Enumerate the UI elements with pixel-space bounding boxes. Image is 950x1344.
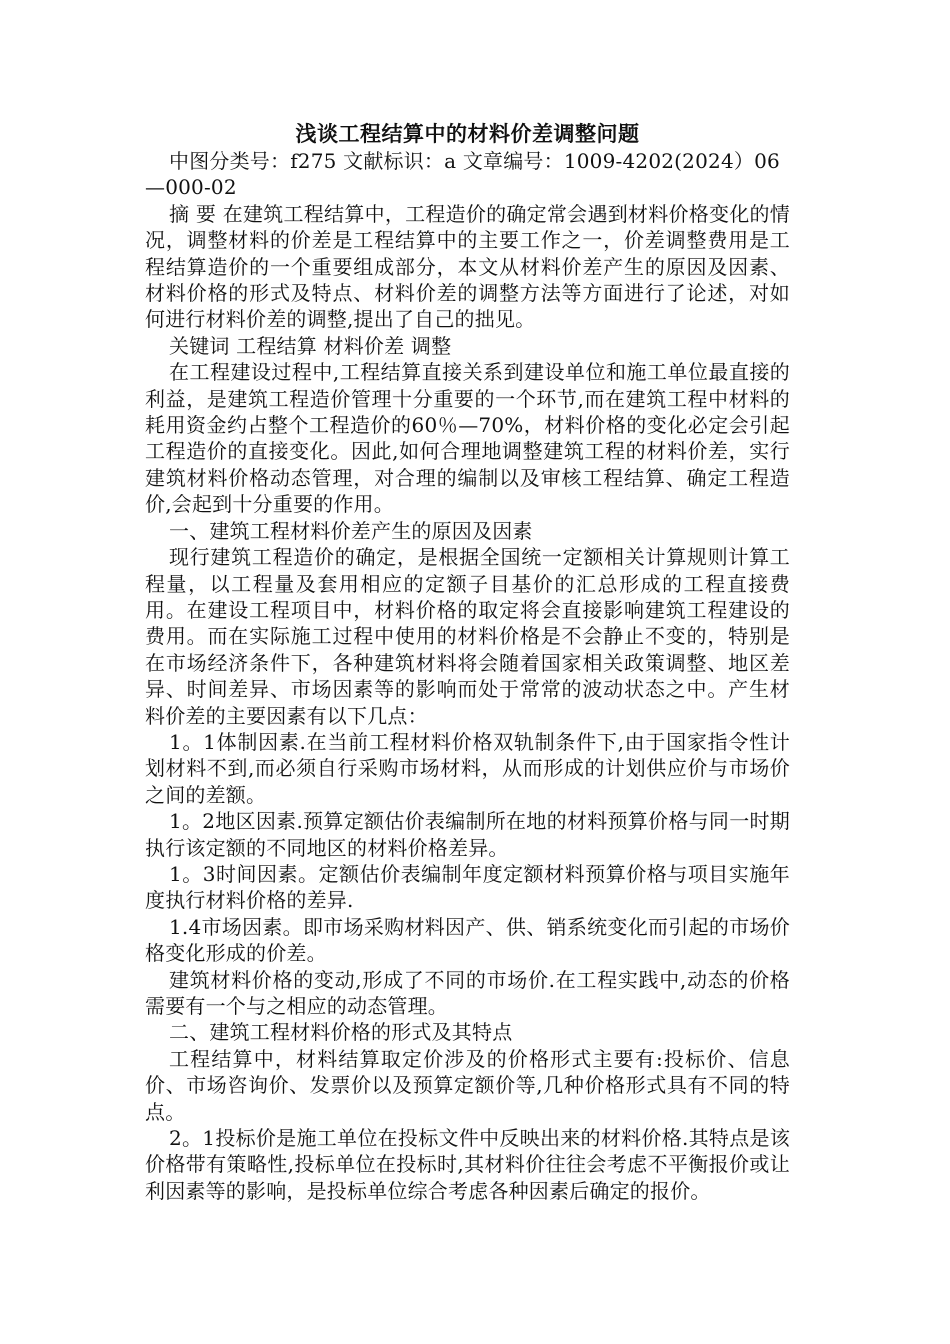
document-page xyxy=(145,120,790,1204)
classification-line: 中图分类号：f275 文献标识：a 文章编号：1009-4202(2024）06—000-02 xyxy=(145,149,780,200)
section-heading: 二、建筑工程材料价格的形式及其特点 xyxy=(169,1020,513,1045)
body-paragraph: 1.4市场因素。即市场采购材料因产、供、销系统变化而引起的市场价格变化形成的价差。 xyxy=(145,914,790,966)
abstract-paragraph: 摘 要 在建筑工程结算中，工程造价的确定常会遇到材料价格变化的情况，调整材料的价差是工程结算中的主要工作之一，价差调整费用是工程结算造价的一个重要组成部分，本文从材料价差产生的原因及因素、材料价格的形式及特点、材料价差的调整方法等方面进行了论述，对如何进行材料价差的调整,提出了自己的拙见。 xyxy=(145,201,790,332)
keywords-line: 关键词 工程结算 材料价差 调整 xyxy=(169,333,452,358)
body-paragraph: 在工程建设过程中,工程结算直接关系到建设单位和施工单位最直接的利益，是建筑工程造价管理十分重要的一个环节,而在建筑工程中材料的耗用资金约占整个工程造价的60％—70%，材料价格的变化必定会引起工程造价的直接变化。因此,如何合理地调整建筑工程的材料价差，实行建筑材料价格动态管理，对合理的编制以及审核工程结算、确定工程造价,会起到十分重要的作用。 xyxy=(145,360,790,517)
body-paragraph: 1。2地区因素.预算定额估价表编制所在地的材料预算价格与同一时期执行该定额的不同地区的材料价格差异。 xyxy=(145,809,790,860)
body-paragraph: 现行建筑工程造价的确定，是根据全国统一定额相关计算规则计算工程量，以工程量及套用相应的定额子目基价的汇总形成的工程直接费用。在建设工程项目中，材料价格的取定将会直接影响建筑工程建设的费用。而在实际施工过程中使用的材料价格是不会静止不变的，特别是在市场经济条件下，各种建筑材料将会随着国家相关政策调整、地区差异、时间差异、市场因素等的影响而处于常常的波动状态之中。产生材料价差的主要因素有以下几点： xyxy=(145,545,790,728)
document-title: 浅谈工程结算中的材料价差调整问题 xyxy=(295,121,640,146)
body-paragraph: 1。3时间因素。定额估价表编制年度定额材料预算价格与项目实施年度执行材料价格的差异. xyxy=(145,861,790,913)
section-heading: 一、建筑工程材料价差产生的原因及因素 xyxy=(169,518,533,543)
body-paragraph: 2。1投标价是施工单位在投标文件中反映出来的材料价格.其特点是该价格带有策略性,投标单位在投标时,其材料价往往会考虑不平衡报价或让利因素等的影响，是投标单位综合考虑各种因素后确定的报价。 xyxy=(145,1126,790,1203)
body-paragraph: 建筑材料价格的变动,形成了不同的市场价.在工程实践中,动态的价格需要有一个与之相应的动态管理。 xyxy=(145,967,790,1018)
body-paragraph: 工程结算中，材料结算取定价涉及的价格形式主要有:投标价、信息价、市场咨询价、发票价以及预算定额价等,几种价格形式具有不同的特点。 xyxy=(145,1046,790,1124)
body-paragraph: 1。1体制因素.在当前工程材料价格双轨制条件下,由于国家指令性计划材料不到,而必须自行采购市场材料，从而形成的计划供应价与市场价之间的差额。 xyxy=(145,729,790,807)
